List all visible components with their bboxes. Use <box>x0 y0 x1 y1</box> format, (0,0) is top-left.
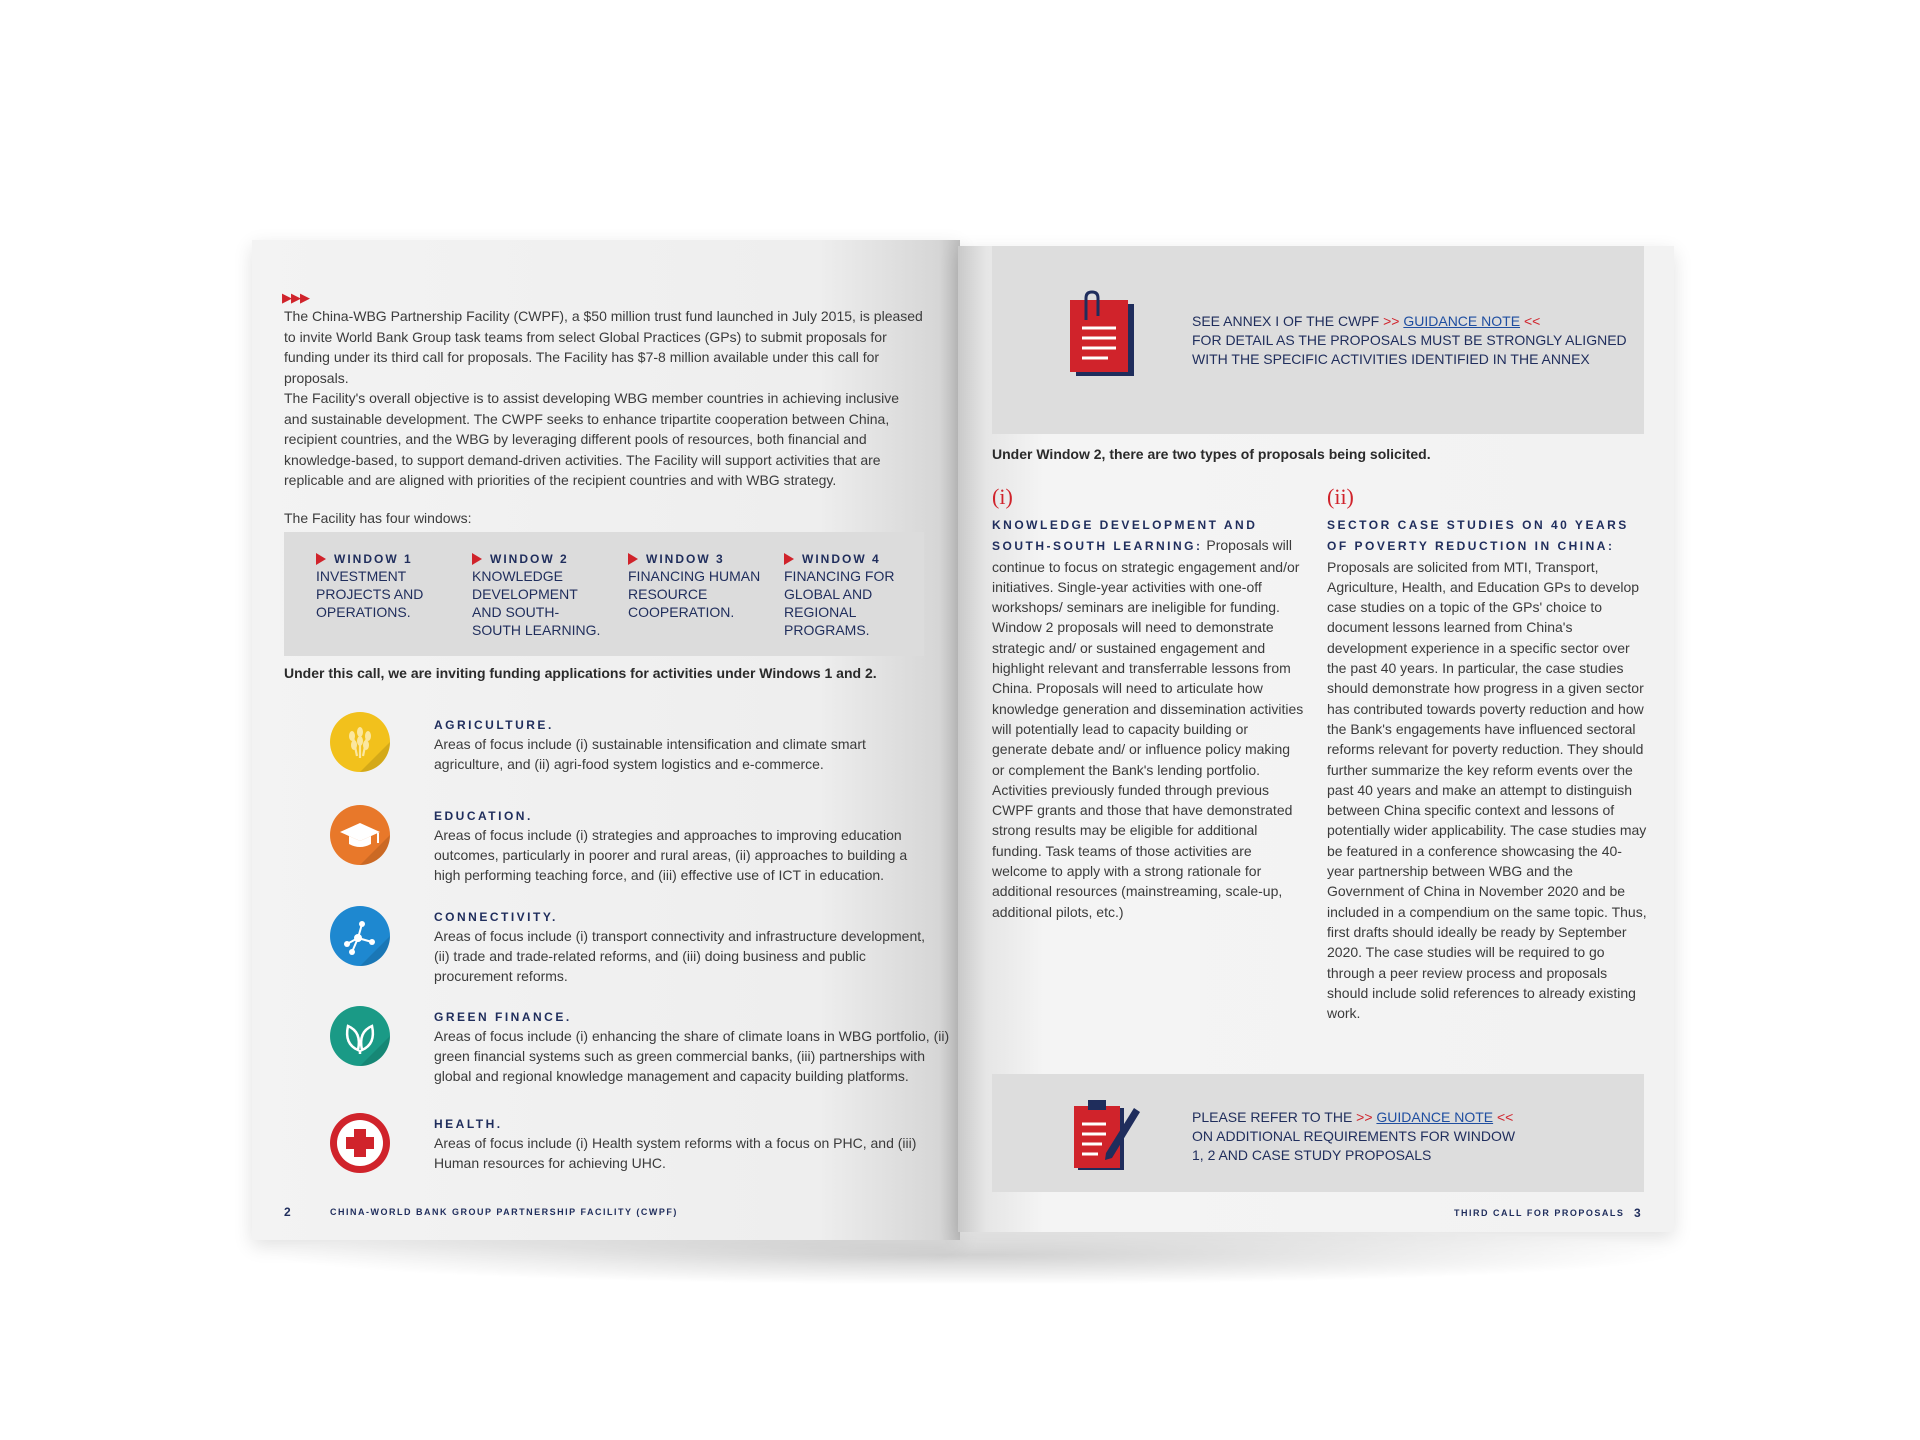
refer-line1: PLEASE REFER TO THE <box>1192 1109 1353 1125</box>
refer-note-box <box>992 1074 1644 1192</box>
case-studies-body: Proposals are solicited from MTI, Transport, Agriculture, Health, and Education GPs to develop case studies on a topic of the GPs' choice to document lessons learned from China's development experience in a specific sector over the past 40 years. In particular, the case studies should demonstrate how progress in a given sector has contributed towards poverty reduction and how the Bank's engagements have influenced sectoral reforms relevant for poverty reduction. They should further summarize the key reform events over the past 40 years and make an attempt to distinguish between China specific context and lessons of potentially wider applicability. The case studies may be featured in a conference showcasing the 40-year partnership between WBG and the Government of China in November 2020 and be included in a compendium on the same topic. Thus, first drafts should ideally be ready by September 2020. The case studies will be required to go through a peer review process and proposals should include solid references to already existing work. <box>1327 558 1647 1022</box>
window-title: WINDOW 2 <box>490 552 569 566</box>
page-footer: THIRD CALL FOR PROPOSALS <box>1454 1208 1625 1218</box>
window-4 <box>784 552 919 639</box>
triangle-bullet-icon <box>784 553 794 565</box>
focus-description: Areas of focus include (i) strategies and approaches to improving education outcomes, particularly in poorer and rural areas, (ii) approaches to building a high performing teaching force, and (iii) effective use of ICT in education. <box>434 827 908 883</box>
medical-cross-icon <box>330 1113 390 1173</box>
case-studies-column <box>1327 514 1647 1023</box>
open-arrows: >> <box>1383 313 1400 329</box>
focus-description: Areas of focus include (i) enhancing the share of climate loans in WBG portfolio, (ii) green financial systems such as green commercial banks, (iii) partnerships with global and regional knowledge management and capacity building platforms. <box>434 1028 950 1084</box>
triangle-bullet-icon <box>628 553 638 565</box>
refer-line3: 1, 2 AND CASE STUDY PROPOSALS <box>1192 1147 1432 1163</box>
knowledge-column <box>992 514 1304 922</box>
graduation-cap-icon <box>330 805 390 865</box>
window-2 <box>472 552 607 639</box>
window-title: WINDOW 4 <box>802 552 881 566</box>
annex-line2: FOR DETAIL AS THE PROPOSALS MUST BE STRONGLY ALIGNED <box>1192 332 1627 348</box>
page-number: 3 <box>1634 1206 1641 1220</box>
knowledge-body: Proposals will continue to focus on strategic engagement and/or initiatives. Single-year activities with one-off workshops/ seminars are ineligible for funding. Window 2 proposals will need to demonstrate strategic and/ or sustained engagement and highlight relevant and transferrable lessons from China. Proposals will need to articulate how knowledge generation and dissemination activities will potentially lead to capacity building or generate debate and/ or influence policy making or complement the Bank's lending portfolio. Activities previously funded through previous CWPF grants and those that have demonstrated strong results may be eligible for additional funding. Task teams of those activities are welcome to apply with a strong rationale for additional resources (mainstreaming, scale-up, additional pilots, etc.) <box>992 537 1304 920</box>
window-1 <box>316 552 451 621</box>
focus-description: Areas of focus include (i) sustainable intensification and climate smart agriculture, and (ii) agri-food system logistics and e-commerce. <box>434 736 866 772</box>
clipboard-pencil-icon <box>1072 1098 1142 1179</box>
focus-title: EDUCATION. <box>434 809 533 823</box>
intro-paragraph: The China-WBG Partnership Facility (CWPF), a $50 million trust fund launched in July 2015, is pleased to invite World Bank Group task teams from select Global Practices (GPs) to submit proposals for funding under its third call for proposals. The Facility has $7-8 million available under this call for proposals. <box>284 308 923 386</box>
page-footer: CHINA-WORLD BANK GROUP PARTNERSHIP FACILITY (CWPF) <box>330 1207 678 1217</box>
refer-line2: ON ADDITIONAL REQUIREMENTS FOR WINDOW <box>1192 1128 1516 1144</box>
window-3 <box>628 552 763 621</box>
right-page <box>958 246 1674 1232</box>
triangle-bullet-icon <box>316 553 326 565</box>
focus-description: Areas of focus include (i) Health system reforms with a focus on PHC, and (iii) Human resources for achieving UHC. <box>434 1135 917 1171</box>
focus-title: HEALTH. <box>434 1117 503 1131</box>
open-arrows: >> <box>1356 1109 1373 1125</box>
case-studies-heading: SECTOR CASE STUDIES ON 40 YEARS OF POVERTY REDUCTION IN CHINA: <box>1327 518 1629 554</box>
refer-note-text <box>1192 1108 1632 1165</box>
invite-line: Under this call, we are inviting funding applications for activities under Windows 1 and 2. <box>284 665 877 681</box>
left-page <box>252 240 960 1240</box>
guidance-note-link[interactable]: GUIDANCE NOTE <box>1403 313 1521 329</box>
window-title: WINDOW 3 <box>646 552 725 566</box>
network-icon <box>330 906 390 966</box>
knowledge-heading: KNOWLEDGE DEVELOPMENT AND SOUTH-SOUTH LEARNING: <box>992 518 1258 554</box>
annex-line1: SEE ANNEX I OF THE CWPF <box>1192 313 1380 329</box>
close-arrows: << <box>1497 1109 1514 1125</box>
windows-intro: The Facility has four windows: <box>284 510 472 526</box>
focus-description: Areas of focus include (i) transport connectivity and infrastructure development, (ii) trade and trade-related reforms, and (iii) doing business and public procurement reforms. <box>434 928 926 984</box>
page-number: 2 <box>284 1205 291 1219</box>
triangle-bullet-icon <box>472 553 482 565</box>
window2-intro: Under Window 2, there are two types of proposals being solicited. <box>992 446 1431 462</box>
annex-note-box <box>992 246 1644 434</box>
numeral-i: (i) <box>992 484 1013 509</box>
annex-note-text <box>1192 312 1632 369</box>
document-clip-icon <box>1068 290 1138 385</box>
intro-arrows: ▶▶▶ <box>282 290 309 305</box>
close-arrows: << <box>1523 313 1541 329</box>
focus-title: GREEN FINANCE. <box>434 1010 572 1024</box>
objective-paragraph: The Facility's overall objective is to assist developing WBG member countries in achieving inclusive and sustainable development. The CWPF seeks to enhance tripartite cooperation between China, recipient countries, and the WBG by leveraging different pools of resources, both financial and knowledge-based, to support demand-driven activities. The Facility will support activities that are replicable and are aligned with priorities of the recipient countries and with WBG strategy. <box>284 390 900 488</box>
annex-line3: WITH THE SPECIFIC ACTIVITIES IDENTIFIED IN THE ANNEX <box>1192 351 1590 367</box>
window-title: WINDOW 1 <box>334 552 413 566</box>
focus-title: CONNECTIVITY. <box>434 910 558 924</box>
window-description: KNOWLEDGE DEVELOPMENT AND SOUTH-SOUTH LEARNING. <box>472 568 601 638</box>
numeral-ii: (ii) <box>1327 484 1354 509</box>
guidance-note-link[interactable]: GUIDANCE NOTE <box>1376 1109 1494 1125</box>
windows-box <box>284 532 924 656</box>
wheat-icon <box>330 712 390 772</box>
window-description: INVESTMENT PROJECTS AND OPERATIONS. <box>316 568 424 620</box>
window-description: FINANCING HUMAN RESOURCE COOPERATION. <box>628 568 761 620</box>
leaf-icon <box>330 1006 390 1066</box>
window-description: FINANCING FOR GLOBAL AND REGIONAL PROGRAMS. <box>784 568 895 638</box>
focus-title: AGRICULTURE. <box>434 718 554 732</box>
